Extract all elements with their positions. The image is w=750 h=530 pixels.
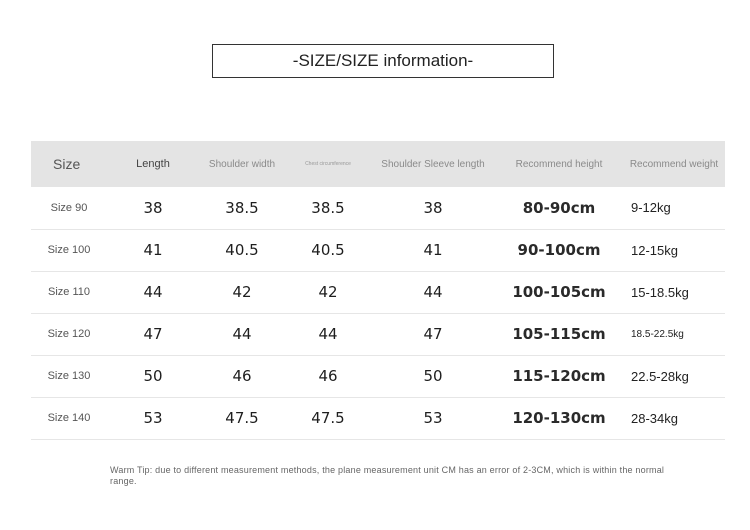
cell-chest: 44 (318, 325, 338, 343)
cell-weight: 15-18.5kg (631, 284, 689, 300)
table-row (31, 229, 725, 271)
cell-shoulder-width: 47.5 (225, 409, 259, 427)
cell-chest: 40.5 (311, 241, 345, 259)
cell-chest: 46 (318, 367, 338, 385)
header-chest-circumference: Chest circumference (305, 161, 351, 167)
header-sleeve-length: Shoulder Sleeve length (381, 158, 485, 170)
cell-chest: 47.5 (311, 409, 345, 427)
cell-chest: 42 (318, 283, 338, 301)
cell-sleeve: 38 (423, 198, 443, 217)
cell-sleeve: 44 (423, 283, 443, 301)
cell-height: 100-105cm (512, 283, 606, 301)
cell-shoulder-width: 40.5 (225, 241, 259, 259)
cell-size: Size 110 (48, 286, 90, 298)
cell-shoulder-width: 42 (232, 283, 252, 301)
cell-sleeve: 50 (423, 367, 443, 385)
cell-weight: 28-34kg (631, 410, 678, 426)
cell-weight: 18.5-22.5kg (631, 328, 684, 340)
warm-tip-note: Warm Tip: due to different measurement methods, the plane measurement unit CM has an error of 2-3CM, which is within the normal range. (110, 465, 665, 486)
cell-size: Size 100 (47, 244, 91, 256)
header-recommend-weight: Recommend weight (629, 158, 719, 170)
table-row (31, 355, 725, 397)
header-size: Size (53, 156, 81, 172)
cell-size: Size 130 (47, 370, 91, 382)
cell-length: 47 (143, 325, 163, 343)
table-row (31, 187, 725, 229)
cell-weight: 22.5-28kg (631, 368, 689, 384)
cell-size: Size 120 (47, 328, 91, 340)
table-header-row (31, 141, 725, 187)
header-recommend-height: Recommend height (515, 158, 603, 170)
cell-sleeve: 53 (423, 409, 443, 427)
cell-length: 53 (143, 409, 163, 427)
header-length: Length (136, 158, 170, 170)
table-row (31, 271, 725, 313)
cell-height: 115-120cm (512, 367, 606, 385)
cell-weight: 12-15kg (631, 242, 678, 258)
cell-size: Size 140 (47, 412, 91, 424)
cell-height: 120-130cm (512, 409, 606, 427)
cell-size: Size 90 (50, 201, 88, 214)
cell-height: 105-115cm (512, 325, 606, 343)
cell-shoulder-width: 38.5 (225, 198, 259, 217)
cell-shoulder-width: 44 (232, 325, 252, 343)
table-row (31, 313, 725, 355)
cell-weight: 9-12kg (631, 200, 671, 216)
cell-length: 44 (143, 283, 163, 301)
cell-length: 38 (143, 198, 163, 217)
header-shoulder-width: Shoulder width (208, 158, 276, 170)
cell-shoulder-width: 46 (232, 367, 252, 385)
cell-height: 80-90cm (522, 198, 596, 217)
cell-sleeve: 47 (423, 325, 443, 343)
cell-sleeve: 41 (423, 241, 443, 259)
cell-height: 90-100cm (517, 241, 601, 259)
size-table (31, 141, 725, 440)
table-row (31, 397, 725, 439)
cell-length: 41 (143, 241, 163, 259)
cell-chest: 38.5 (311, 198, 345, 217)
cell-length: 50 (143, 367, 163, 385)
page-title: -SIZE/SIZE information- (212, 44, 554, 78)
